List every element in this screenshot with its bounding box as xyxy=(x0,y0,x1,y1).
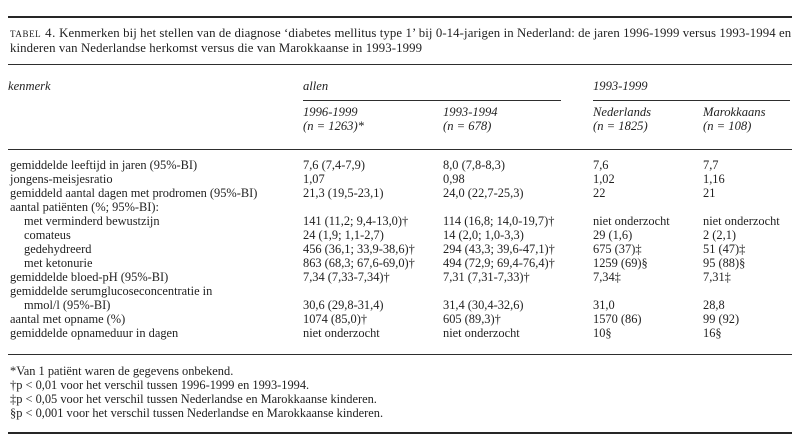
table-caption-number: tabel 4. xyxy=(10,26,56,40)
cell-1993-1994: 31,4 (30,4-32,6) xyxy=(443,298,524,312)
table-row xyxy=(8,256,792,270)
subheader-1996-1999: 1996-1999 (n = 1263)* xyxy=(303,105,364,133)
cell-1993-1994: 0,98 xyxy=(443,172,465,186)
table-subheader-row xyxy=(8,100,792,141)
cell-1996-1999: 456 (36,1; 33,9-38,6)† xyxy=(303,242,415,256)
header-bottom-rule xyxy=(8,149,792,150)
row-label: gemiddelde serumglucoseconcentratie in xyxy=(10,284,213,298)
cell-1996-1999: 7,34 (7,33-7,34)† xyxy=(303,270,390,284)
cell-1996-1999: 7,6 (7,4-7,9) xyxy=(303,158,365,172)
cell-1993-1994 xyxy=(443,200,593,214)
table-row xyxy=(8,242,792,256)
cell-1996-1999: 1074 (85,0)† xyxy=(303,312,368,326)
cell-nederlands: 1259 (69)§ xyxy=(593,256,648,270)
subheader-marokkaans: Marokkaans (n = 108) xyxy=(703,105,766,133)
cell-1996-1999: niet onderzocht xyxy=(303,326,380,340)
cell-1993-1994: 294 (43,3; 39,6-47,1)† xyxy=(443,242,555,256)
column-header-kenmerk: kenmerk xyxy=(8,79,51,93)
cell-1993-1994: 24,0 (22,7-25,3) xyxy=(443,186,524,200)
row-label: jongens-meisjesratio xyxy=(10,172,113,186)
cell-1996-1999: 24 (1,9; 1,1-2,7) xyxy=(303,228,384,242)
cell-marokkaans xyxy=(703,284,790,298)
cell-1996-1999: 863 (68,3; 67,6-69,0)† xyxy=(303,256,415,270)
group-header-1993-1999: 1993-1999 xyxy=(593,79,790,100)
cell-1996-1999: 30,6 (29,8-31,4) xyxy=(303,298,384,312)
cell-marokkaans: 99 (92) xyxy=(703,312,740,326)
row-label: mmol/l (95%-BI) xyxy=(24,298,111,312)
table-row xyxy=(8,298,792,312)
table-row xyxy=(8,270,792,284)
cell-1993-1994: 14 (2,0; 1,0-3,3) xyxy=(443,228,524,242)
cell-1996-1999: 141 (11,2; 9,4-13,0)† xyxy=(303,214,409,228)
cell-marokkaans: 95 (88)§ xyxy=(703,256,746,270)
body-bottom-rule xyxy=(8,354,792,355)
cell-nederlands: 1,02 xyxy=(593,172,615,186)
header-top-rule xyxy=(8,64,792,65)
table-row xyxy=(8,214,792,228)
cell-marokkaans: 7,31‡ xyxy=(703,270,731,284)
cell-nederlands: 31,0 xyxy=(593,298,615,312)
cell-nederlands: 7,34‡ xyxy=(593,270,621,284)
cell-marokkaans: 16§ xyxy=(703,326,722,340)
cell-marokkaans: 7,7 xyxy=(703,158,719,172)
cell-1996-1999: 1,07 xyxy=(303,172,325,186)
cell-1996-1999 xyxy=(303,200,443,214)
table-row xyxy=(8,228,792,242)
table-row xyxy=(8,172,792,186)
cell-1993-1994: 8,0 (7,8-8,3) xyxy=(443,158,505,172)
subheader-spacer xyxy=(8,106,303,133)
row-label: gemiddelde opnameduur in dagen xyxy=(10,326,179,340)
row-label: aantal patiënten (%; 95%-BI): xyxy=(10,200,159,214)
row-label: aantal met opname (%) xyxy=(10,312,126,326)
cell-nederlands xyxy=(593,284,703,298)
row-label: met verminderd bewustzijn xyxy=(24,214,160,228)
table-body xyxy=(8,158,792,346)
table-row xyxy=(8,284,792,298)
journal-table-figure xyxy=(8,0,792,434)
table-row xyxy=(8,200,792,214)
row-label: gedehydreerd xyxy=(24,242,92,256)
footnote-section: §p < 0,001 voor het verschil tussen Nederlandse en Marokkaanse kinderen. xyxy=(10,406,384,420)
cell-1993-1994: niet onderzocht xyxy=(443,326,520,340)
cell-marokkaans: 28,8 xyxy=(703,298,725,312)
cell-nederlands xyxy=(593,200,703,214)
table-row xyxy=(8,186,792,200)
cell-1993-1994: 494 (72,9; 69,4-76,4)† xyxy=(443,256,555,270)
cell-1993-1994: 7,31 (7,31-7,33)† xyxy=(443,270,530,284)
cell-marokkaans: 1,16 xyxy=(703,172,725,186)
table-row xyxy=(8,158,792,172)
table-row xyxy=(8,326,792,340)
cell-nederlands: 10§ xyxy=(593,326,612,340)
table-caption-text: Kenmerken bij het stellen van de diagnose ‘diabetes mellitus type 1’ bij 0-14-jarigen in Nederland: de jaren 1996-1999 versus 1993-1994 en kinderen van Nederlandse herkomst versus die van Marokkaanse in 1993-1999 xyxy=(10,26,792,55)
footnote-double-dagger: ‡p < 0,05 voor het verschil tussen Nederlandse en Marokkaanse kinderen. xyxy=(10,392,377,406)
footnote-asterisk: *Van 1 patiënt waren de gegevens onbekend. xyxy=(10,364,234,378)
cell-1993-1994: 605 (89,3)† xyxy=(443,312,501,326)
row-label: met ketonurie xyxy=(24,256,93,270)
table-row xyxy=(8,312,792,326)
subheader-1993-1994: 1993-1994 (n = 678) xyxy=(443,105,498,133)
table-caption xyxy=(10,26,792,55)
row-label: gemiddelde bloed-pH (95%-BI) xyxy=(10,270,169,284)
footnote-dagger: †p < 0,01 voor het verschil tussen 1996-1999 en 1993-1994. xyxy=(10,378,310,392)
top-rule xyxy=(8,16,792,18)
cell-marokkaans xyxy=(703,200,790,214)
cell-nederlands: 1570 (86) xyxy=(593,312,642,326)
group-header-allen: allen xyxy=(303,79,593,100)
cell-1996-1999 xyxy=(303,284,443,298)
cell-nederlands: 29 (1,6) xyxy=(593,228,633,242)
cell-marokkaans: 51 (47)‡ xyxy=(703,242,746,256)
cell-1993-1994: 114 (16,8; 14,0-19,7)† xyxy=(443,214,555,228)
cell-nederlands: niet onderzocht xyxy=(593,214,670,228)
row-label: comateus xyxy=(24,228,71,242)
cell-nederlands: 7,6 xyxy=(593,158,609,172)
cell-1993-1994 xyxy=(443,284,593,298)
row-label: gemiddeld aantal dagen met prodromen (95%-BI) xyxy=(10,186,258,200)
cell-marokkaans: 21 xyxy=(703,186,716,200)
cell-nederlands: 675 (37)‡ xyxy=(593,242,642,256)
table-group-header-row xyxy=(8,73,792,100)
row-label: gemiddelde leeftijd in jaren (95%-BI) xyxy=(10,158,198,172)
cell-nederlands: 22 xyxy=(593,186,606,200)
footnotes xyxy=(10,364,792,420)
cell-1996-1999: 21,3 (19,5-23,1) xyxy=(303,186,384,200)
cell-marokkaans: 2 (2,1) xyxy=(703,228,737,242)
subheader-nederlands: Nederlands (n = 1825) xyxy=(593,105,652,133)
cell-marokkaans: niet onderzocht xyxy=(703,214,780,228)
